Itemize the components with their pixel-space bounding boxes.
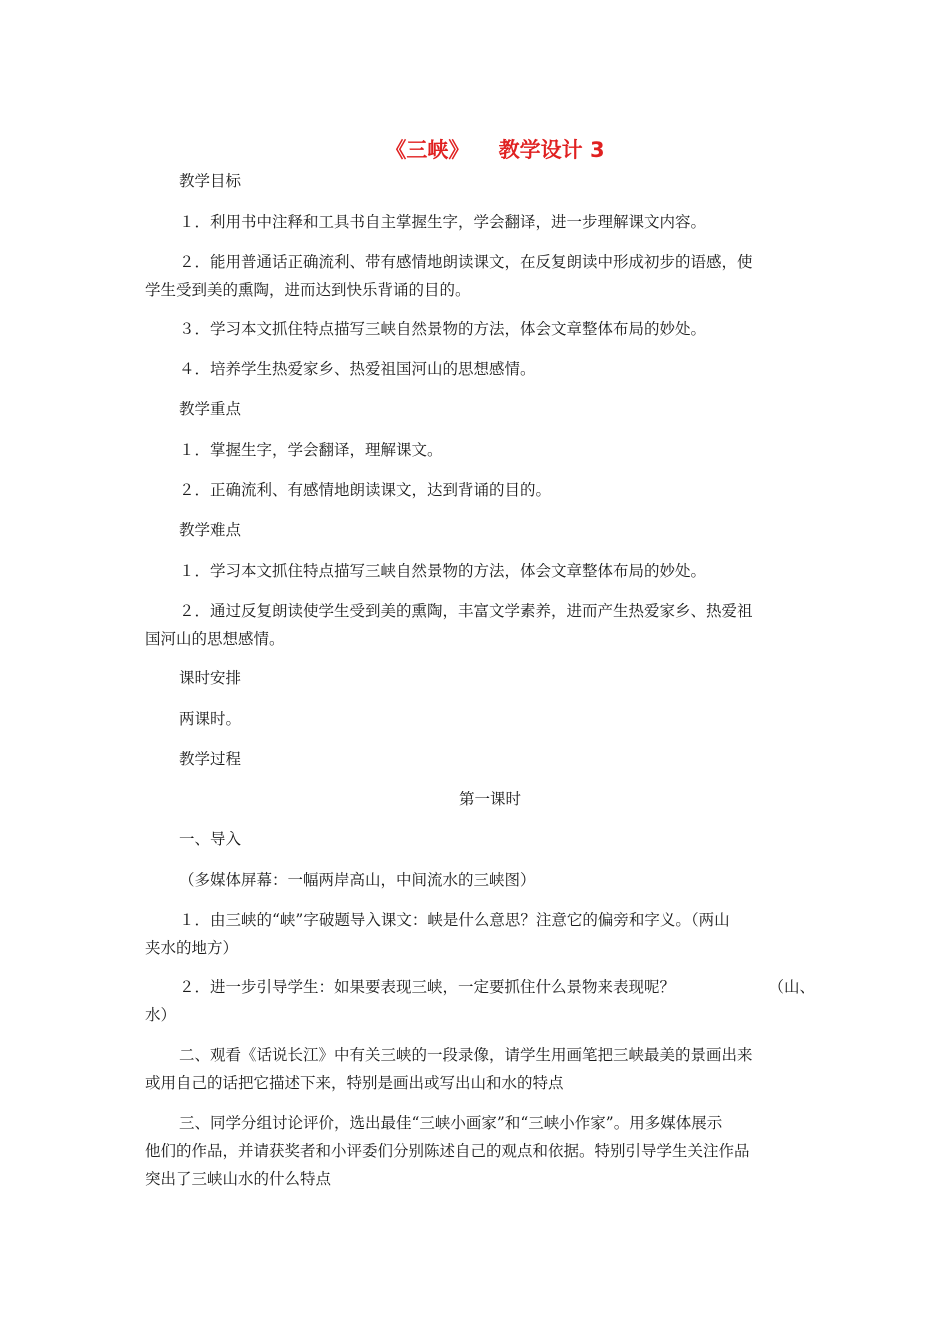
intro-step-2: [145, 972, 815, 1002]
intro-media-note: （多媒体屏幕：一幅两岸高山，中间流水的三峡图）: [179, 871, 536, 889]
intro-step-2-answer: （山、: [768, 978, 815, 996]
key-item: １．掌握生字，学会翻译，理解课文。: [179, 441, 443, 459]
schedule-text: 两课时。: [179, 710, 242, 728]
difficulty-item-continued: 国河山的思想感情。: [145, 630, 285, 648]
key-item: ２．正确流利、有感情地朗读课文，达到背诵的目的。: [179, 481, 552, 499]
goal-item: ２．能用普通话正确流利、带有感情地朗读课文，在反复朗读中形成初步的语感，使: [179, 253, 753, 271]
intro-step-2-text: ２．进一步引导学生：如果要表现三峡，一定要抓住什么景物来表现呢？: [179, 978, 676, 996]
step-two: 二、观看《话说长江》中有关三峡的一段录像，请学生用画笔把三峡最美的景画出来: [179, 1046, 753, 1064]
intro-step-1-continued: 夹水的地方）: [145, 939, 239, 957]
process-heading: 教学过程: [179, 750, 242, 768]
key-heading: 教学重点: [179, 400, 242, 418]
goal-item-continued: 学生受到美的熏陶，进而达到快乐背诵的目的。: [145, 281, 471, 299]
intro-step-1: １．由三峡的“峡”字破题导入课文：峡是什么意思？注意它的偏旁和字义。（两山: [179, 911, 730, 929]
schedule-heading: 课时安排: [179, 669, 242, 687]
difficulty-heading: 教学难点: [179, 521, 242, 539]
difficulty-item: １．学习本文抓住特点描写三峡自然景物的方法，体会文章整体布局的妙处。: [179, 562, 707, 580]
goal-item: １．利用书中注释和工具书自主掌握生字，学会翻译，进一步理解课文内容。: [179, 213, 707, 231]
step-three-continued: 突出了三峡山水的什么特点: [145, 1170, 332, 1188]
difficulty-item: ２．通过反复朗读使学生受到美的熏陶，丰富文学素养，进而产生热爱家乡、热爱祖: [179, 602, 753, 620]
intro-step-2-continued: 水）: [145, 1006, 177, 1024]
goal-item: ４．培养学生热爱家乡、热爱祖国河山的思想感情。: [179, 360, 536, 378]
lesson-heading: 第一课时: [458, 790, 521, 808]
step-three-continued: 他们的作品，并请获奖者和小评委们分别陈述自己的观点和依据。特别引导学生关注作品: [145, 1142, 750, 1160]
step-three: 三、同学分组讨论评价，选出最佳“三峡小画家”和“三峡小作家”。用多媒体展示: [179, 1114, 723, 1132]
goal-item: ３．学习本文抓住特点描写三峡自然景物的方法，体会文章整体布局的妙处。: [179, 320, 707, 338]
document-title: 《三峡》 教学设计 3: [385, 138, 605, 162]
goals-heading: 教学目标: [179, 172, 242, 190]
step-two-continued: 或用自己的话把它描述下来，特别是画出或写出山和水的特点: [145, 1074, 564, 1092]
intro-heading: 一、导入: [179, 830, 242, 848]
